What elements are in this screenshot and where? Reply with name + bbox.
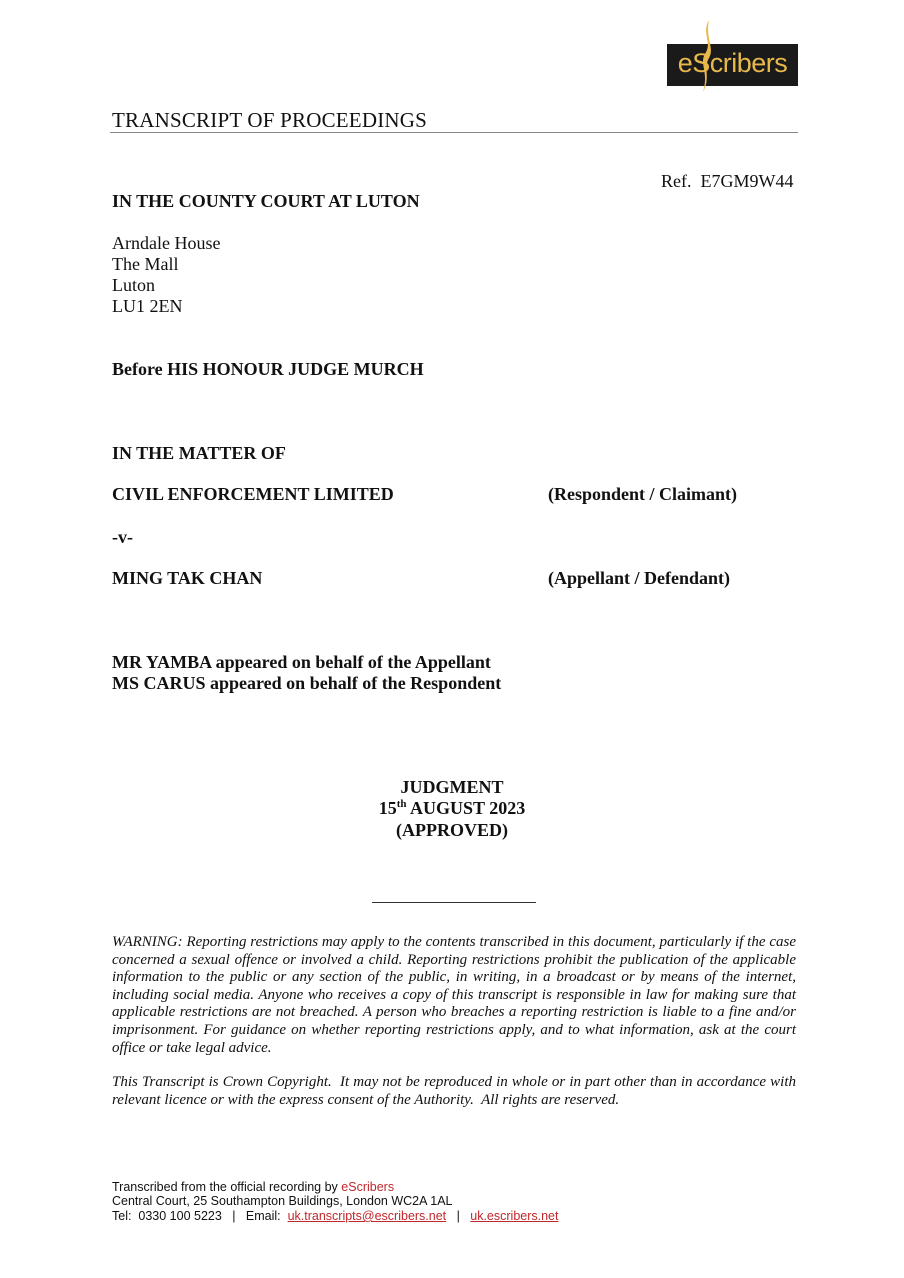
party-defendant-role: (Appellant / Defendant)	[548, 568, 731, 588]
matter-heading: IN THE MATTER OF	[112, 443, 286, 463]
reference-number: Ref. E7GM9W44	[661, 171, 794, 191]
judgment-title: JUDGMENT	[400, 777, 504, 797]
versus: -v-	[112, 527, 133, 547]
address-line: The Mall	[112, 254, 179, 274]
address-line: LU1 2EN	[112, 296, 183, 316]
reporting-warning: WARNING: Reporting restrictions may apply to the contents transcribed in this document, particularly if the case concerned a sexual offence or involved a child. Reporting restrictions prohibit the publication of the applicable information to the public or any section of the public, in writing, in a broadcast or by means of the internet, including social media. Anyone who receives a copy of this transcript is responsible in law for making sure that applicable restrictions are not breached. A person who breaches a reporting restriction is liable to a fine and/or imprisonment. For guidance on whether reporting restrictions apply, and to what information, ask at the court office or take legal advice.	[112, 934, 796, 1056]
appearance-appellant: MR YAMBA appeared on behalf of the Appellant	[112, 652, 491, 672]
footer-transcribed-by: Transcribed from the official recording by eScribers	[112, 1180, 395, 1194]
crown-copyright-notice: This Transcript is Crown Copyright. It may not be reproduced in whole or in part other than in accordance with relevant licence or with the express consent of the Authority. All rights are reserved.	[112, 1074, 800, 1108]
footer-brand: eScribers	[341, 1180, 395, 1194]
party-claimant: CIVIL ENFORCEMENT LIMITED	[112, 484, 394, 504]
footer-contact: Tel: 0330 100 5223 | Email: uk.transcripts@escribers.net | uk.escribers.net	[112, 1209, 559, 1223]
footer-address: Central Court, 25 Southampton Buildings, London WC2A 1AL	[112, 1194, 453, 1208]
appearance-respondent: MS CARUS appeared on behalf of the Respondent	[112, 673, 502, 693]
title-divider	[110, 132, 798, 133]
judgment-status: (APPROVED)	[396, 820, 508, 840]
address-line: Arndale House	[112, 233, 221, 253]
separator-line	[372, 902, 536, 903]
escribers-logo	[667, 44, 798, 86]
court-name: IN THE COUNTY COURT AT LUTON	[112, 191, 420, 211]
judge-line: Before HIS HONOUR JUDGE MURCH	[112, 359, 424, 379]
document-title: TRANSCRIPT OF PROCEEDINGS	[112, 108, 428, 132]
address-line: Luton	[112, 275, 155, 295]
footer-email-link[interactable]: uk.transcripts@escribers.net	[287, 1209, 447, 1223]
logo-wordmark: eScribers	[677, 48, 788, 78]
judgment-date: 15th AUGUST 2023	[378, 798, 526, 818]
footer-website-link[interactable]: uk.escribers.net	[470, 1209, 559, 1223]
party-defendant: MING TAK CHAN	[112, 568, 263, 588]
party-claimant-role: (Respondent / Claimant)	[548, 484, 738, 504]
